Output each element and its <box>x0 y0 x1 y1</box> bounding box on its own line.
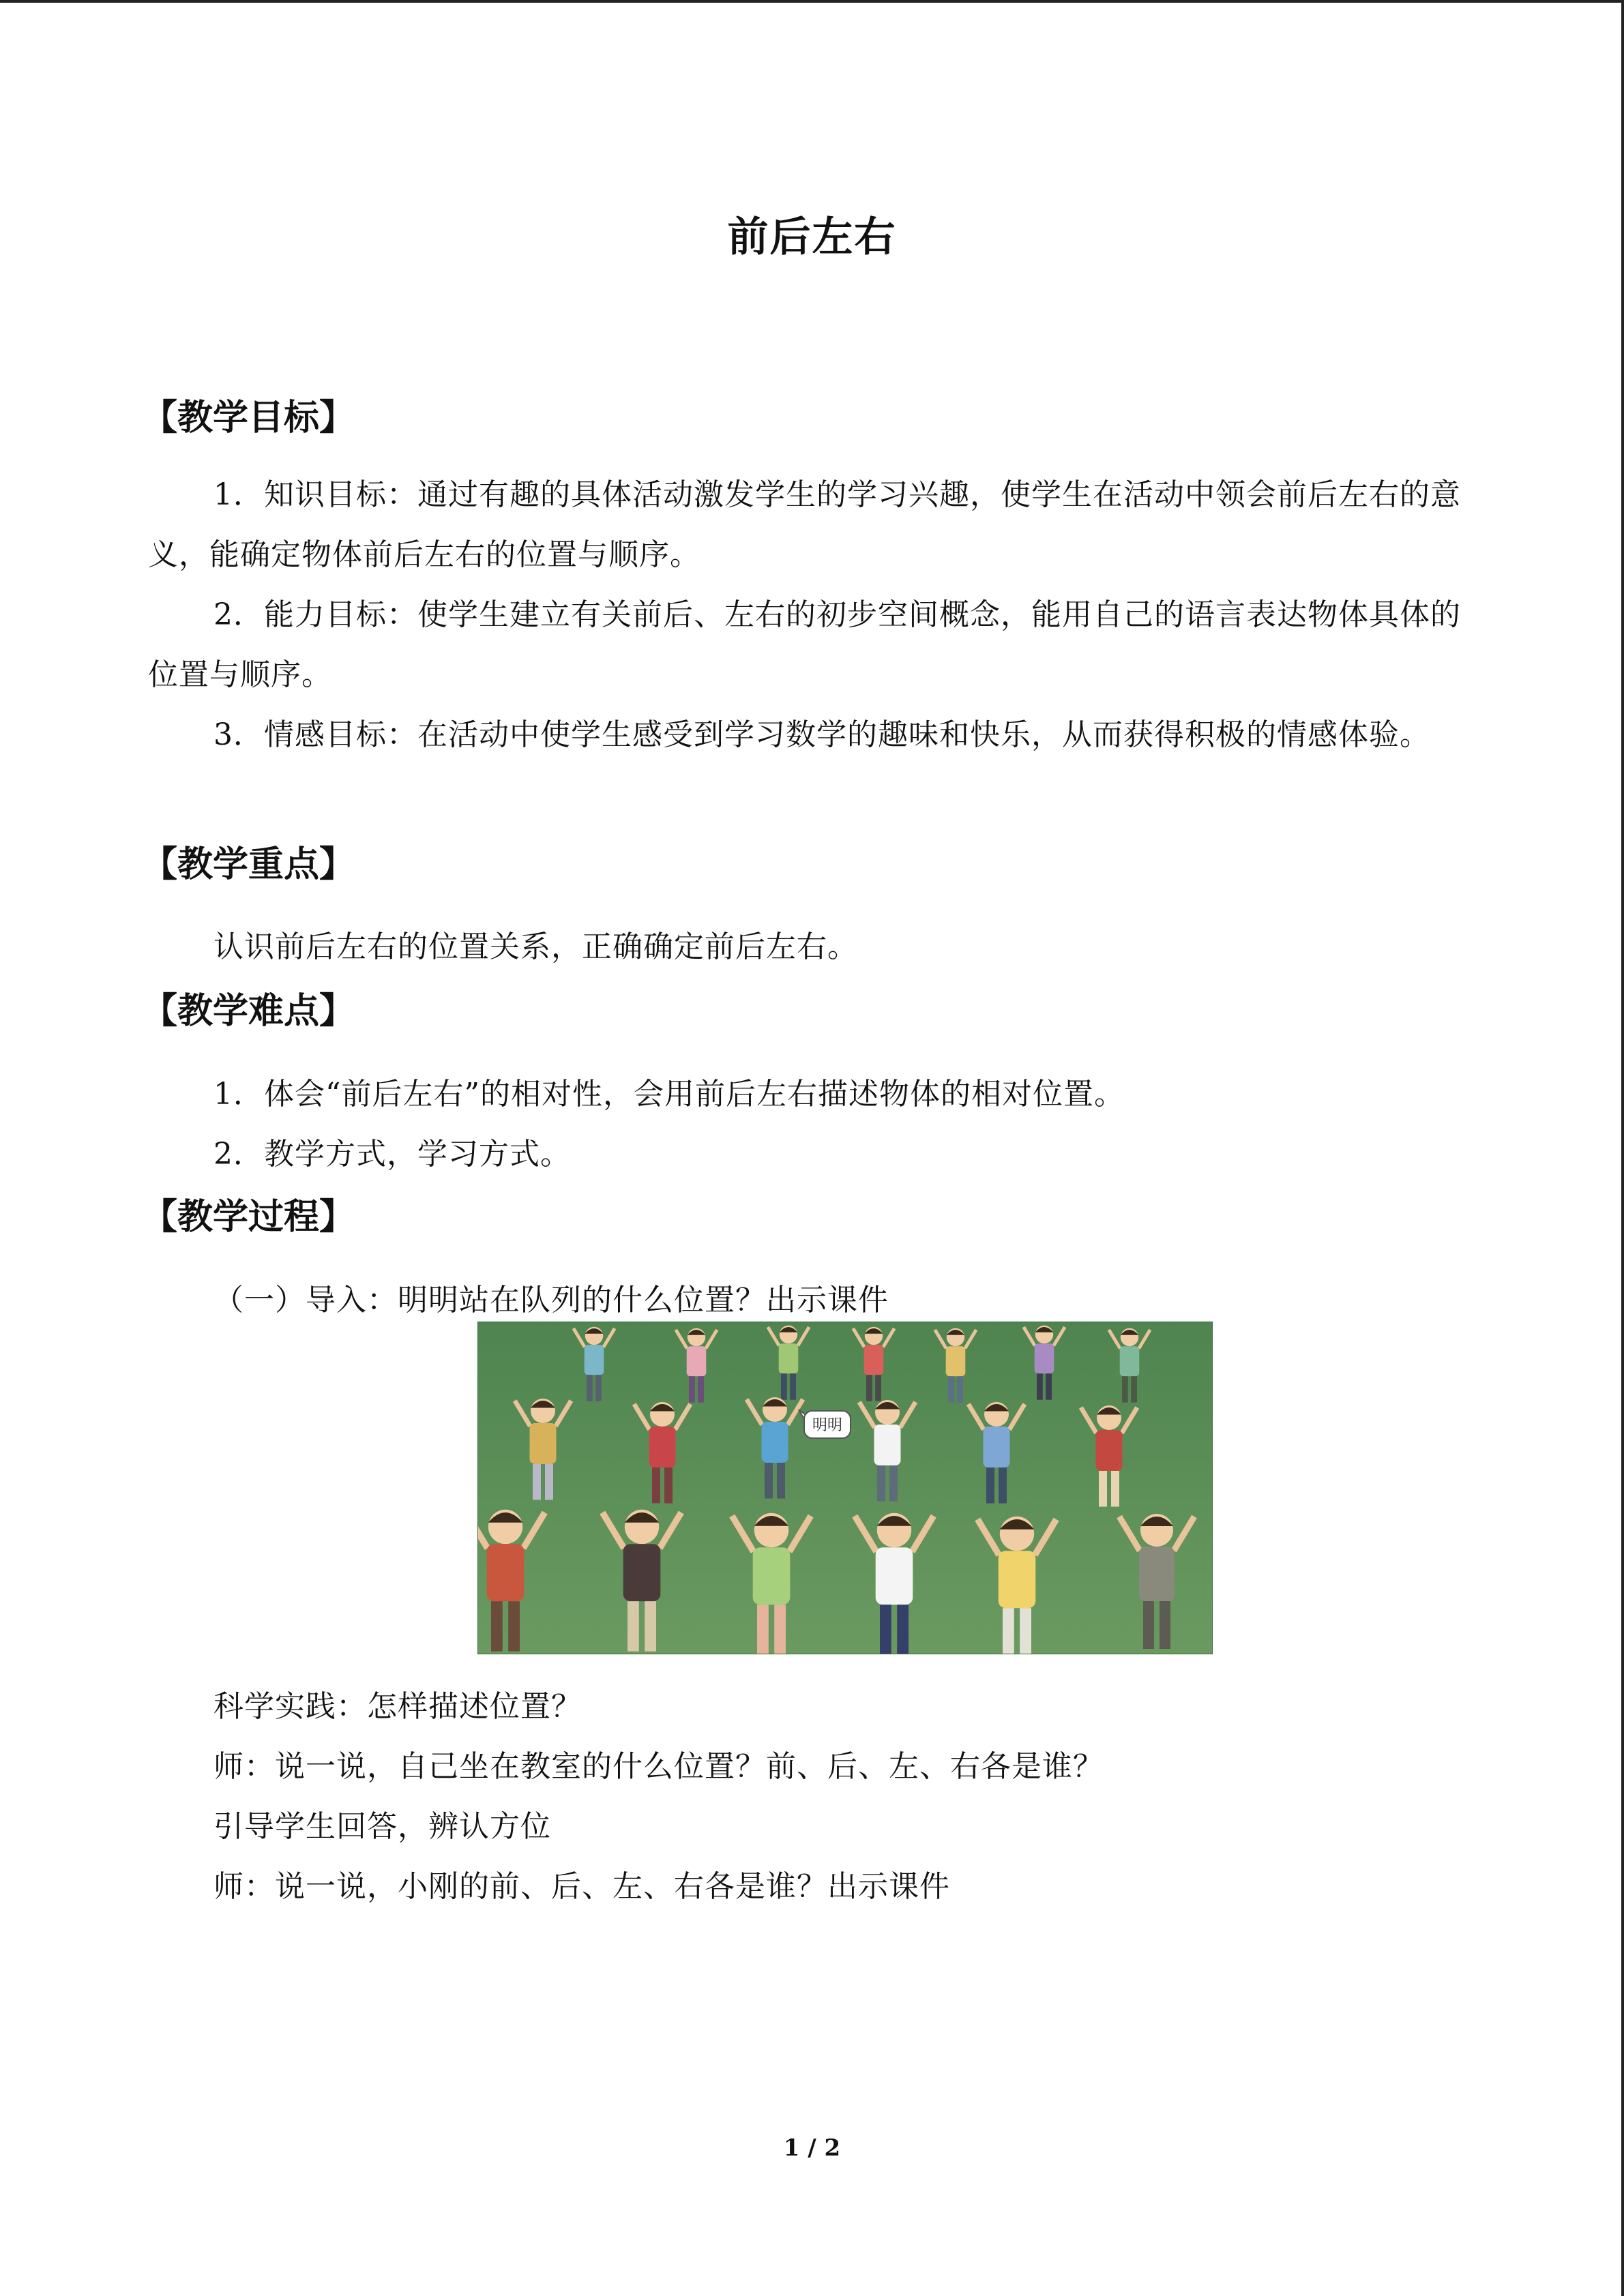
children-in-queue-image <box>478 1322 1212 1654</box>
heading-teaching-goals: 【教学目标】 <box>142 397 355 438</box>
difficulty-2: 2．教学方式，学习方式。 <box>213 1137 571 1172</box>
heading-difficulties: 【教学难点】 <box>142 990 355 1032</box>
difficulty-1: 1．体会“前后左右”的相对性，会用前后左右描述物体的相对位置。 <box>213 1077 1125 1112</box>
process-line-2: 师：说一说，自己坐在教室的什么位置？前、后、左、右各是谁？ <box>213 1749 1104 1784</box>
process-line-3: 引导学生回答，辨认方位 <box>213 1809 551 1844</box>
key-points-text: 认识前后左右的位置关系，正确确定前后左右。 <box>213 929 858 964</box>
heading-key-points: 【教学重点】 <box>142 844 355 885</box>
queue-illustration <box>477 1322 1213 1654</box>
page-number: 1 / 2 <box>783 2134 841 2162</box>
mingming-label: 明明 <box>812 1417 843 1434</box>
goal-ability: 2．能力目标：使学生建立有关前后、左右的初步空间概念，能用自己的语言表达物体具体的位置与顺序。 <box>148 597 1461 692</box>
process-line-1: 科学实践：怎样描述位置？ <box>213 1689 582 1724</box>
page-border-right <box>1621 0 1624 2296</box>
page-border-top <box>0 0 1624 3</box>
document-title: 前后左右 <box>727 213 897 261</box>
goal-knowledge: 1．知识目标：通过有趣的具体活动激发学生的学习兴趣，使学生在活动中领会前后左右的意义，能确定物体前后左右的位置与顺序。 <box>148 477 1461 572</box>
process-intro: （一）导入：明明站在队列的什么位置？出示课件 <box>213 1283 889 1317</box>
process-line-4: 师：说一说，小刚的前、后、左、右各是谁？出示课件 <box>213 1869 950 1904</box>
mingming-speech-bubble <box>799 1410 851 1438</box>
heading-process: 【教学过程】 <box>142 1196 355 1238</box>
goal-emotion: 3．情感目标：在活动中使学生感受到学习数学的趣味和快乐，从而获得积极的情感体验。 <box>213 717 1430 752</box>
